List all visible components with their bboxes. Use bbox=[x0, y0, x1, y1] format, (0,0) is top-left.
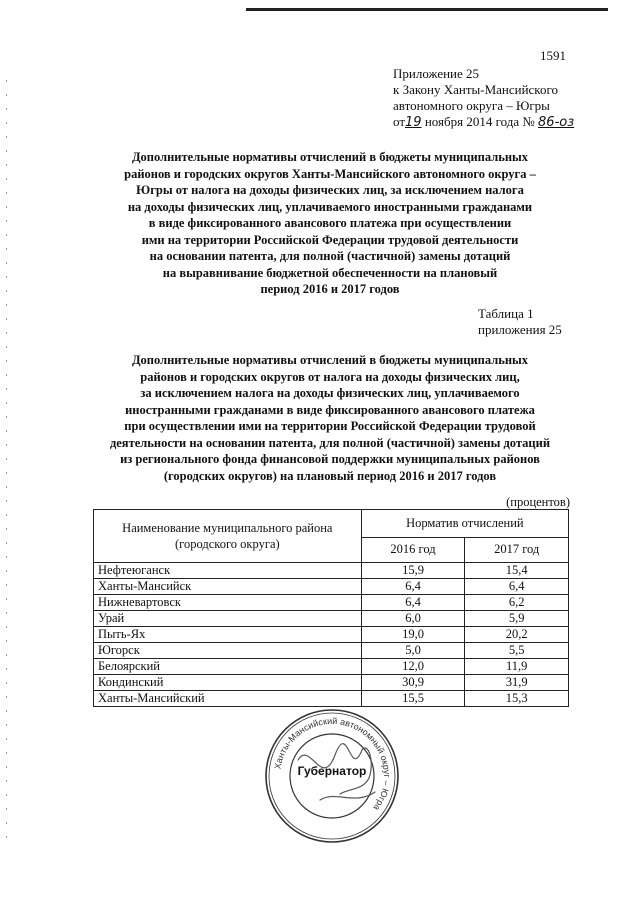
annex-line-3: автономного округа – Югры bbox=[393, 98, 550, 113]
row-name: Ханты-Мансийск bbox=[94, 579, 362, 595]
row-value-2017: 15,4 bbox=[465, 563, 569, 579]
row-name: Нефтеюганск bbox=[94, 563, 362, 579]
table-row bbox=[94, 563, 569, 579]
table-row bbox=[94, 627, 569, 643]
title1-line: на основании патента, для полной (частичной) замены дотаций bbox=[149, 249, 511, 263]
seal-ring-text: Ханты-Мансийский автономный округ – Югра bbox=[272, 715, 393, 813]
title1-line: ими на территории Российской Федерации трудовой деятельности bbox=[141, 232, 519, 247]
title2-line: (городских округов) на плановый период 2016 и 2017 годов bbox=[163, 468, 497, 483]
title1-line: районов и городских округов Ханты-Мансийского автономного округа – bbox=[124, 166, 536, 181]
title1-line: на выравнивание бюджетной обеспеченности на плановый bbox=[162, 265, 498, 280]
row-value-2017: 6,4 bbox=[465, 579, 569, 595]
title1-line: Дополнительные нормативы отчислений в бюджеты муниципальных bbox=[131, 150, 529, 164]
row-value-2017: 31,9 bbox=[465, 675, 569, 691]
row-value-2017: 11,9 bbox=[465, 659, 569, 675]
document-title-1 bbox=[70, 149, 590, 298]
title2-line: иностранными гражданами в виде фиксированного авансового платежа bbox=[125, 402, 535, 417]
row-value-2017: 20,2 bbox=[465, 627, 569, 643]
row-value-2016: 15,9 bbox=[361, 563, 465, 579]
row-name: Кондинский bbox=[94, 675, 362, 691]
norms-table bbox=[93, 509, 569, 707]
table-row bbox=[94, 595, 569, 611]
row-value-2017: 5,9 bbox=[465, 611, 569, 627]
units-label: (процентов) bbox=[506, 495, 570, 509]
annex-date-prefix: от bbox=[393, 114, 406, 129]
document-title-2 bbox=[70, 352, 590, 484]
column-header-group: Норматив отчислений bbox=[361, 510, 568, 538]
annex-number-handwritten: 86-оз bbox=[538, 115, 575, 130]
column-header-name-line-1: Наименование муниципального района bbox=[122, 521, 333, 535]
row-name: Ханты-Мансийский bbox=[94, 691, 362, 707]
title2-line: за исключением налога на доходы физических лиц, уплачиваемого bbox=[140, 386, 520, 400]
title1-line: на доходы физических лиц, уплачиваемого иностранными гражданами bbox=[127, 199, 533, 214]
row-value-2017: 15,3 bbox=[465, 691, 569, 707]
table-caption bbox=[478, 306, 562, 338]
title1-line: Югры от налога на доходы физических лиц, за исключением налога bbox=[136, 183, 524, 197]
table-caption-line-2: приложения 25 bbox=[478, 322, 562, 337]
row-value-2016: 12,0 bbox=[361, 659, 465, 675]
scan-edge-marks bbox=[6, 80, 7, 840]
title2-line: из регионального фонда финансовой поддержки муниципальных районов bbox=[120, 452, 540, 466]
row-value-2016: 5,0 bbox=[361, 643, 465, 659]
row-name: Белоярский bbox=[94, 659, 362, 675]
title1-line: период 2016 и 2017 годов bbox=[260, 282, 400, 296]
annex-date-middle: ноября 2014 года № bbox=[421, 114, 539, 129]
title2-line: деятельности на основании патента, для полной (частичной) замены дотаций bbox=[109, 435, 551, 450]
row-value-2016: 6,0 bbox=[361, 611, 465, 627]
seal-center-text: Губернатор bbox=[297, 764, 367, 778]
row-value-2016: 19,0 bbox=[361, 627, 465, 643]
table-row bbox=[94, 579, 569, 595]
annex-heading bbox=[393, 66, 574, 131]
row-value-2016: 6,4 bbox=[361, 595, 465, 611]
annex-day-handwritten: 19 bbox=[405, 115, 422, 130]
column-header-2016: 2016 год bbox=[361, 537, 465, 562]
title2-line: Дополнительные нормативы отчислений в бюджеты муниципальных bbox=[131, 353, 529, 367]
row-name: Урай bbox=[94, 611, 362, 627]
title1-line: в виде фиксированного авансового платежа при осуществлении bbox=[148, 216, 512, 230]
table-row bbox=[94, 691, 569, 707]
row-value-2016: 15,5 bbox=[361, 691, 465, 707]
row-value-2017: 6,2 bbox=[465, 595, 569, 611]
column-header-name bbox=[94, 510, 362, 563]
table-row bbox=[94, 643, 569, 659]
column-header-2017: 2017 год bbox=[465, 537, 569, 562]
title2-line: районов и городских округов от налога на доходы физических лиц, bbox=[140, 369, 520, 384]
row-name: Нижневартовск bbox=[94, 595, 362, 611]
table-caption-line-1: Таблица 1 bbox=[478, 306, 534, 321]
page-number: 1591 bbox=[540, 48, 566, 63]
annex-date-line bbox=[393, 114, 574, 131]
annex-line-1: Приложение 25 bbox=[393, 66, 480, 81]
top-border-line bbox=[246, 8, 608, 11]
table-row bbox=[94, 675, 569, 691]
row-value-2016: 6,4 bbox=[361, 579, 465, 595]
column-header-name-line-2: (городского округа) bbox=[175, 537, 280, 551]
title2-line: при осуществлении ими на территории Российской Федерации трудовой bbox=[124, 419, 536, 433]
row-name: Югорск bbox=[94, 643, 362, 659]
row-name: Пыть-Ях bbox=[94, 627, 362, 643]
table-row bbox=[94, 659, 569, 675]
row-value-2017: 5,5 bbox=[465, 643, 569, 659]
annex-line-2: к Закону Ханты-Мансийского bbox=[393, 82, 558, 97]
row-value-2016: 30,9 bbox=[361, 675, 465, 691]
table-row bbox=[94, 611, 569, 627]
handwritten-signature bbox=[280, 720, 390, 830]
